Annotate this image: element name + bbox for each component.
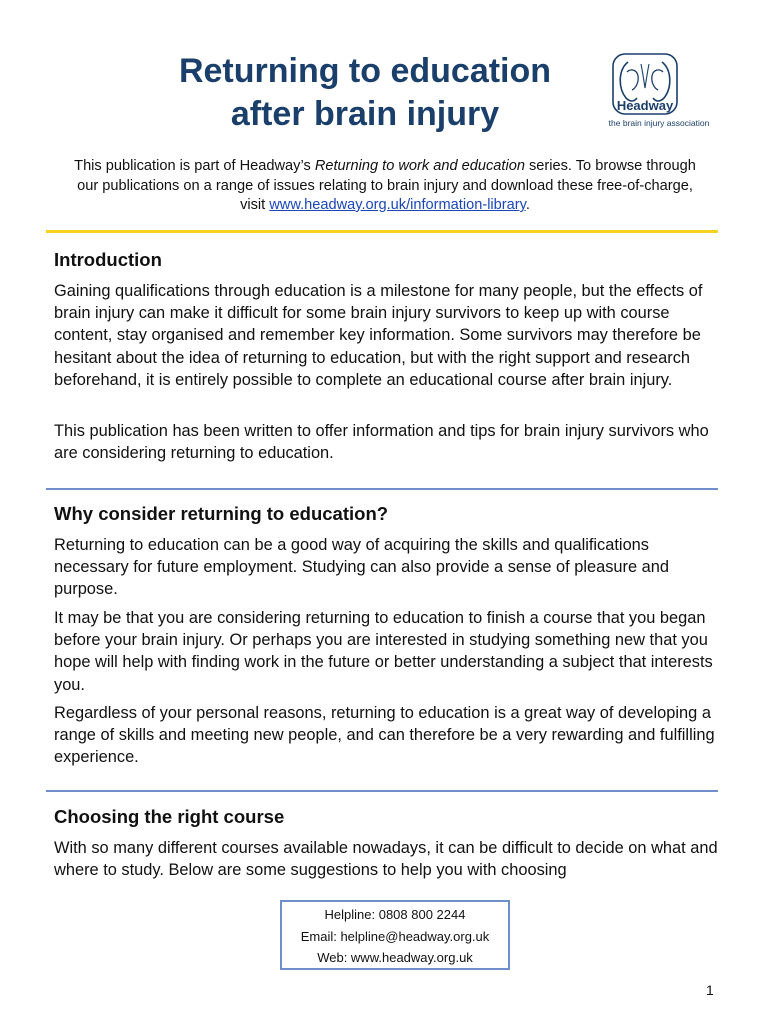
series-note-text-2: series. To browse through our publications on a range of issues relating to brain injury and download these free-of-charge, visit xyxy=(77,158,696,213)
choosing-course-paragraph-1: With so many different courses available nowadays, it can be difficult to decide on what and where to study. Below are some suggestions to help you with choosing xyxy=(54,839,718,880)
page-number: 1 xyxy=(706,982,714,998)
logo-name: Headway xyxy=(616,98,674,113)
why-consider-paragraph-3: Regardless of your personal reasons, returning to education is a great way of developing a range of skills and meeting new people, and can therefore be a very rewarding and fulfilling experience. xyxy=(54,704,715,767)
page-title-line-2: after brain injury xyxy=(230,95,500,133)
why-consider-paragraph-2: It may be that you are considering returning to education to finish a course that you began before your brain injury. Or perhaps you are interested in studying something new that you hope will help with finding work in the future or better understanding a subject that interests you. xyxy=(54,609,713,694)
yellow-divider xyxy=(46,230,718,233)
helpline-number: Helpline: 0808 800 2244 xyxy=(324,907,466,922)
headway-logo-faces-icon xyxy=(604,52,714,118)
page-title-line-1: Returning to education xyxy=(178,52,552,90)
blue-divider xyxy=(46,790,718,792)
information-library-link[interactable]: www.headway.org.uk/information-library xyxy=(269,197,526,213)
introduction-paragraph-1: Gaining qualifications through education is a milestone for many people, but the effects of brain injury can make it difficult for some brain injury survivors to keep up with course content, stay organised and remember key information. Some survivors may therefore be hesitant about the idea of returning to education, but with the right support and research beforehand, it is entirely possible to complete an educational course after brain injury. xyxy=(54,282,703,389)
section-heading-why-consider: Why consider returning to education? xyxy=(54,503,389,524)
logo-tagline: the brain injury association xyxy=(608,118,710,128)
section-heading-choosing-course: Choosing the right course xyxy=(54,806,285,827)
helpline-email: Email: helpline@headway.org.uk xyxy=(300,928,490,944)
blue-divider xyxy=(46,488,718,490)
series-note xyxy=(70,157,700,216)
series-name: Returning to work and education xyxy=(314,158,525,174)
contact-box xyxy=(280,900,510,970)
section-heading-introduction: Introduction xyxy=(54,249,162,270)
series-note-text-3: . xyxy=(525,197,530,213)
series-note-text-1: This publication is part of Headway’s xyxy=(74,158,315,174)
page-title xyxy=(110,50,620,136)
why-consider-paragraph-1: Returning to education can be a good way of acquiring the skills and qualifications necessary for future employment. Studying can also provide a sense of pleasure and purpose. xyxy=(54,536,670,599)
helpline-web: Web: www.headway.org.uk xyxy=(317,950,473,965)
introduction-paragraph-2: This publication has been written to offer information and tips for brain injury survivors who are considering returning to education. xyxy=(54,422,709,463)
headway-logo xyxy=(604,52,714,130)
